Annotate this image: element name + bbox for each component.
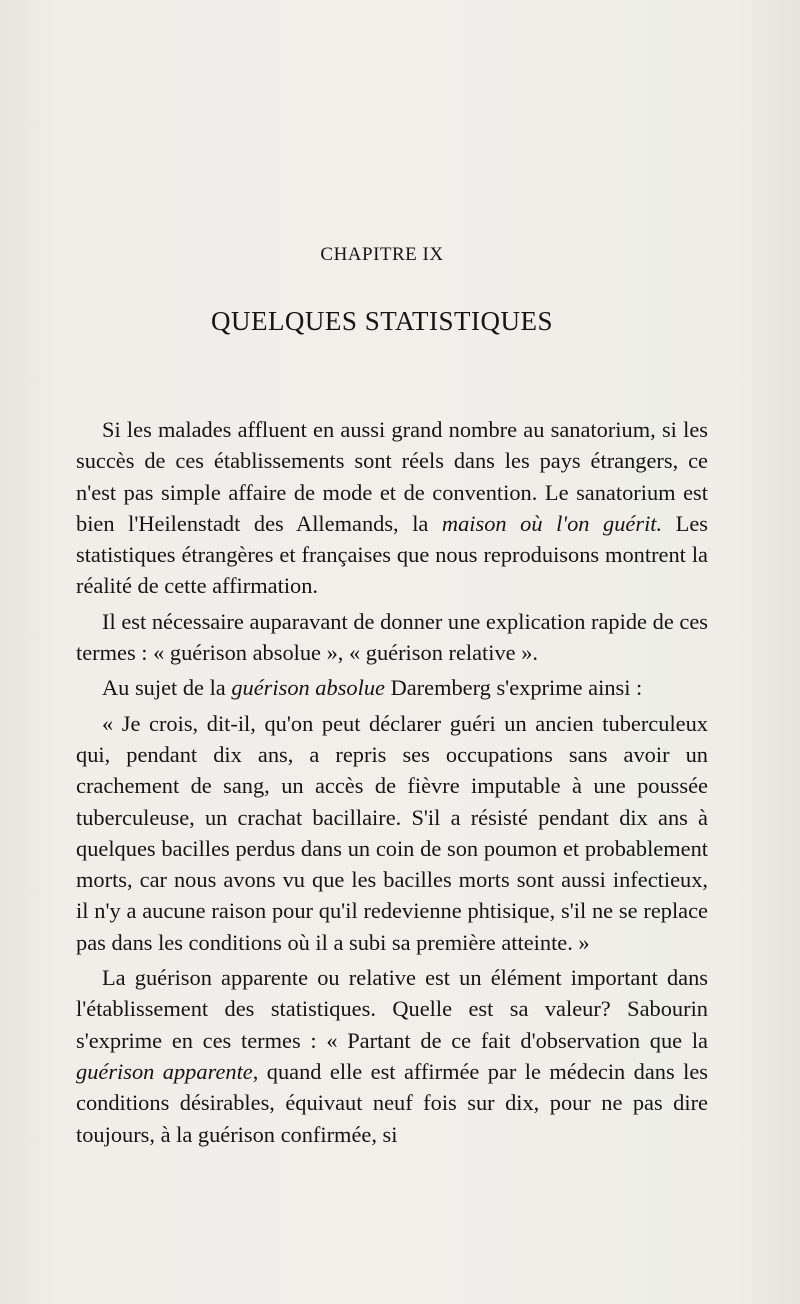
paragraph-1-text-a: Si les malades affluent en aussi grand nombre au sanatorium, si les succès de ces établissements sont réels dans les pays étrangers, ce n'est pas simple affaire de mode et de convention. Le sanatorium est bien l'Heilenstadt des Allemands, la (76, 417, 708, 536)
paragraph-1-italic: maison où l'on guérit. (441, 510, 663, 536)
paragraph-5-italic: guérison apparente (76, 1058, 253, 1084)
paragraph-3-text-b: Daremberg s'exprime ainsi : (384, 675, 643, 701)
paragraph-5-text-b: , quand elle est affirmée par le médecin dans les conditions désirables, équivaut neuf fois sur dix, pour ne pas dire toujours, à la guérison confirmée, si (76, 1058, 708, 1147)
chapter-title: QUELQUES STATISTIQUES (210, 306, 554, 336)
paragraph-2: Il est nécessaire auparavant de donner une explication rapide de ces termes : « guérison absolue », « guérison relative ». (76, 608, 708, 666)
paragraph-1-text-b: Les statistiques étrangères et françaises que nous reproduisons montrent la réalité de cette affirmation. (76, 510, 709, 599)
paragraph-5 (76, 962, 708, 1150)
paragraph-4-quote: « Je crois, dit-il, qu'on peut déclarer guéri un ancien tuberculeux qui, pendant dix ans, a repris ses occupations sans avoir un crachement de sang, un accès de fièvre imputable à une poussée tuberculeuse, un crachat bacillaire. S'il a résisté pendant dix ans à quelques bacilles perdus dans un coin de son poumon et probablement morts, car nous avons vu que les bacilles morts sont aussi infectieux, il n'y a aucune raison pour qu'il redevienne phtisique, s'il ne se replace pas dans les conditions où il a subi sa première atteinte. » (76, 710, 708, 955)
body-text (76, 414, 708, 1150)
chapter-number: CHAPITRE IX (320, 244, 444, 265)
paragraph-5-text-a: La guérison apparente ou relative est un élément important dans l'établissement des statistiques. Quelle est sa valeur? Sabourin s'exprime en ces termes : « Partant de ce fait d'observation que la (76, 965, 708, 1053)
paragraph-3 (76, 672, 708, 703)
paragraph-3-italic: guérison absolue (231, 675, 385, 701)
paragraph-1 (76, 414, 708, 602)
paragraph-3-text-a: Au sujet de la (102, 675, 232, 701)
